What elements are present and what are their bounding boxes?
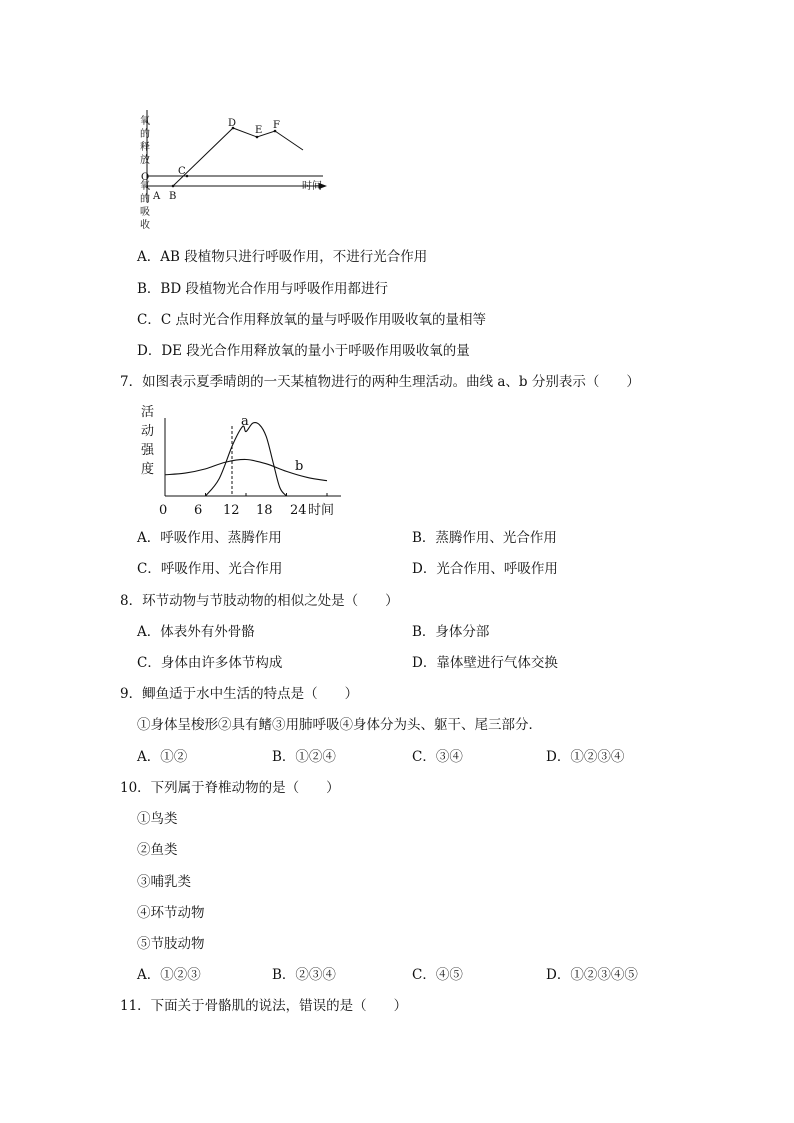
q10-item-2: ②鱼类 [137,842,178,858]
q10-option-c: C．④⑤ [412,967,463,983]
q10-item-4: ④环节动物 [137,905,205,921]
point-a-label: A [153,191,161,202]
tick-label-6: 6 [194,503,203,518]
tick-label-24: 24 [290,503,307,518]
q7-option-d: D．光合作用、呼吸作用 [412,561,558,577]
q9-stem: 9．鲫鱼适于水中生活的特点是（ ） [120,686,359,702]
point-e-label: E [255,125,263,136]
q7-option-b: B．蒸腾作用、光合作用 [412,530,557,546]
y-bottom-label: 氧的吸收 [140,181,150,231]
q7-stem: 7．如图表示夏季晴朗的一天某植物进行的两种生理活动。曲线 a、b 分别表示（ ） [120,374,640,390]
tick-label-12: 12 [223,503,240,518]
curve-b-label: b [295,459,304,474]
q8-option-b: B．身体分部 [412,624,490,640]
y-axis-label: 活动强度 [141,405,155,477]
q6-option-d: D．DE 段光合作用释放氧的量小于呼吸作用吸收氧的量 [137,343,470,359]
q6-option-c: C．C 点时光合作用释放氧的量与呼吸作用吸收氧的量相等 [137,312,486,328]
q10-item-3: ③哺乳类 [137,874,191,890]
q10-option-d: D．①②③④⑤ [546,967,638,983]
q8-option-c: C．身体由许多体节构成 [137,655,283,671]
q7-option-a: A．呼吸作用、蒸腾作用 [137,530,282,546]
curve-a-label: a [241,414,249,429]
q8-option-a: A．体表外有外骨骼 [137,624,255,640]
q8-stem: 8．环节动物与节肢动物的相似之处是（ ） [120,593,399,609]
origin-label: O [141,172,150,183]
q8-option-d: D．靠体壁进行气体交换 [412,655,558,671]
q10-item-1: ①鸟类 [137,811,178,827]
oxygen-curve-figure [135,110,335,235]
q10-stem: 10．下列属于脊椎动物的是（ ） [120,780,340,796]
point-d-label: D [228,118,237,129]
activity-chart [135,400,350,522]
y-top-label: 氧的释放 [140,116,150,166]
q9-option-c: C．③④ [412,749,463,765]
x-axis-label: 时间 [302,181,322,192]
q10-option-b: B．②③④ [272,967,336,983]
tick-label-18: 18 [256,503,273,518]
point-b-label: B [169,191,177,202]
q10-item-5: ⑤节肢动物 [137,936,205,952]
point-f-label: F [273,120,280,131]
q6-option-b: B．BD 段植物光合作用与呼吸作用都进行 [137,281,388,297]
q9-option-d: D．①②③④ [546,749,625,765]
point-c-label: C [178,166,186,177]
q9-option-a: A．①② [137,749,188,765]
x-axis-label: 时间 [308,503,335,518]
q9-items: ①身体呈梭形②具有鳍③用肺呼吸④身体分为头、躯干、尾三部分． [137,717,542,733]
q9-option-b: B．①②④ [272,749,336,765]
q10-option-a: A．①②③ [137,967,201,983]
q11-stem: 11．下面关于骨骼肌的说法，错误的是（ ） [120,998,408,1014]
q7-option-c: C．呼吸作用、光合作用 [137,561,283,577]
tick-label-0: 0 [159,503,168,518]
q6-option-a: A．AB 段植物只进行呼吸作用，不进行光合作用 [137,249,428,265]
oxygen-curve [149,128,303,186]
